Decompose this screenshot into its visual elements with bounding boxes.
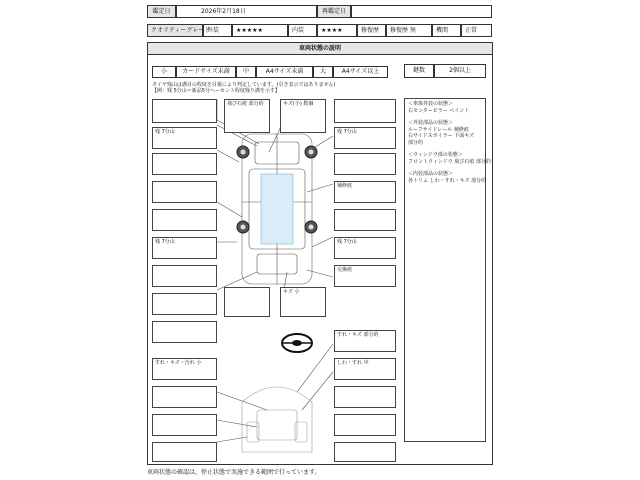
diagram-box [280, 99, 326, 133]
diagram-label: キズ 小 [283, 289, 300, 295]
diagram-box [334, 442, 396, 462]
interior-stars: ★★★★ [317, 24, 357, 37]
legend-medium: 中 [236, 66, 256, 78]
notes-line: 右センターピラー ペイント [408, 107, 470, 114]
reinspection-date-value [351, 5, 492, 18]
legend-large: 大 [313, 66, 333, 78]
diagram-box [334, 386, 396, 408]
inspection-date-value: 2026年2月18日 [176, 5, 317, 18]
diagram-box [152, 414, 217, 436]
tire-note-line-1: タイヤ残山は溝目の程度を目視により判定しています。(引き表示ではありません) [152, 82, 336, 88]
diagram-label: すれ・キズ・汚れ 小 [155, 360, 202, 366]
section-title: 車両状態の説明 [147, 42, 493, 55]
repair-history-label: 修復歴 [357, 24, 386, 37]
legend-small-desc: カードサイズ未満 [176, 66, 236, 78]
diagram-label: 残 7分山 [337, 129, 357, 135]
diagram-box [334, 209, 396, 231]
diagram-box [334, 99, 396, 123]
notes-heading-window: ＜ウィンドウ部の状態＞ [408, 152, 463, 158]
footer-note: 車両状態の確認は，停止状態で実施できる範囲で行っています。 [147, 469, 321, 476]
engine-label: 機関 [432, 24, 461, 37]
diagram-box [334, 153, 396, 175]
diagram-box [334, 127, 396, 149]
diagram-box [152, 293, 217, 315]
diagram-box [152, 127, 217, 149]
diagram-box [334, 237, 396, 259]
diagram-box [334, 181, 396, 203]
diagram-box [224, 287, 270, 317]
legend-large-desc: A4サイズ以上 [333, 66, 388, 78]
notes-line: フロントウィンドウ 飛び石痕 部分的 [408, 158, 491, 165]
diagram-box [334, 330, 396, 352]
diagram-box [152, 265, 217, 287]
engine-value: 正常 [461, 24, 492, 37]
notes-line: 各トリム しわ・すれ・キズ 部分的 [408, 177, 487, 184]
diagram-box [152, 386, 217, 408]
diagram-label: 残 7分山 [337, 239, 357, 245]
diagram-box [280, 287, 326, 317]
quality-grade-label: クオリティーグレード [147, 24, 203, 37]
diagram-box [152, 99, 217, 123]
notes-heading-interior: ＜内装部品の状態＞ [408, 171, 454, 177]
diagram-label: 飛び石痕 部分的 [227, 101, 264, 107]
reinspection-date-label: 再鑑定日 [317, 5, 351, 18]
diagram-box [152, 321, 217, 343]
diagram-box [152, 153, 217, 175]
notes-heading-body: ＜車体外装の状態＞ [408, 101, 454, 107]
exterior-stars: ★★★★★ [232, 24, 288, 37]
interior-label: 内装 [288, 24, 317, 37]
tire-note-line-2: 【例：残 5分山＝新品5分へーセント程度残り溝を示す】 [152, 88, 280, 94]
diagram-box [334, 414, 396, 436]
diagram-box [334, 358, 396, 380]
steering-wheel-icon [282, 334, 312, 352]
diagram-label: しわ・すれ 中 [337, 360, 369, 366]
diagram-label: 残 7分山 [155, 239, 175, 245]
diagram-box [152, 209, 217, 231]
notes-line: ルーフサイドレール 補修痕 [408, 126, 469, 133]
notes-line: 右サイドスポイラー 下面キズ [408, 133, 475, 139]
diagram-box [152, 181, 217, 203]
diagram-box [152, 237, 217, 259]
diagram-label: キズ(小) 数個 [283, 101, 314, 107]
diagram-label: すれ・キズ 部分的 [337, 332, 379, 338]
diagram-box [152, 358, 217, 380]
exterior-label: 外装 [203, 24, 232, 37]
diagram-label: 補修痕 [337, 183, 353, 189]
notes-heading-exterior-parts: ＜外装部品の状態＞ [408, 120, 454, 126]
diagram-label: 残 7分山 [155, 129, 175, 135]
inspection-date-label: 鑑定日 [147, 5, 176, 18]
repair-history-value: 修復歴 無 [386, 24, 432, 37]
notes-line: 部分的 [408, 139, 424, 146]
keys-label: 鍵数 [404, 64, 434, 78]
legend-small: 小 [152, 66, 176, 78]
diagram-label: 交換痕 [337, 267, 353, 273]
keys-value: 2個以上 [434, 64, 486, 78]
diagram-box [152, 442, 217, 462]
legend-medium-desc: A4サイズ未満 [256, 66, 313, 78]
diagram-box [334, 265, 396, 287]
diagram-box [224, 99, 270, 133]
